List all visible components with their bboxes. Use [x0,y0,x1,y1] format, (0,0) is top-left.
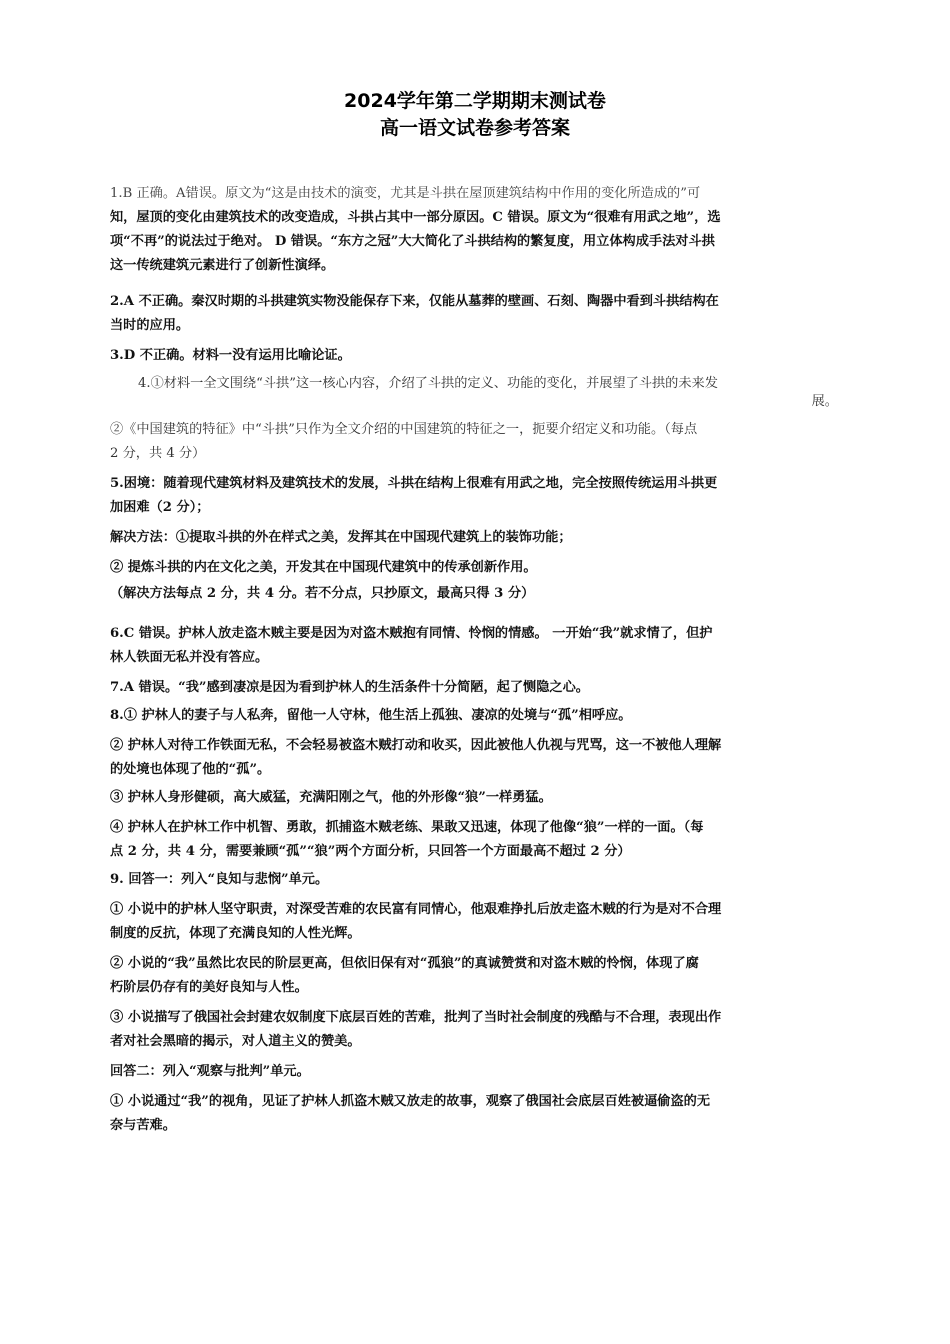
answer-6-line-2: 林人铁面无私并没有答应。 [110,650,269,665]
answer-1-line-3: 项“不再”的说法过于绝对。 D 错误。“东方之冠”大大简化了斗拱结构的繁复度，用立体构成手法对斗拱 [110,234,715,249]
answer-5 [110,472,840,520]
answer-9-line-2: ① 小说中的护林人坚守职责，对深受苦难的农民富有同情心，他艰难挣扎后放走盗木贼的行为是对不合理 [110,902,722,917]
answer-9-line-9: ① 小说通过“我”的视角，见证了护林人抓盗木贼又放走的故事，观察了俄国社会底层百姓被逼偷盗的无 [110,1094,711,1109]
answer-8-point-2 [110,734,840,782]
answer-5-method [110,526,840,550]
answer-4-line-4: 2 分，共 4 分） [110,446,206,461]
answer-6-line-1: 6.C 错误。护林人放走盗木贼主要是因为对盗木贼抱有同情、怜悯的情感。 一开始“我”就求情了，但护 [110,626,713,641]
answer-8-line-2: ② 护林人对待工作铁面无私，不会轻易被盗木贼打动和收买，因此被他人仇视与咒骂，这一不被他人理解 [110,738,722,753]
answer-2-line-1: 2.A 不正确。秦汉时期的斗拱建筑实物没能保存下来，仅能从墓葬的壁画、石刻、陶器中看到斗拱结构在 [110,294,719,309]
answer-8-line-3: 的处境也体现了他的“孤”。 [110,762,271,777]
answer-5-method-2 [110,556,840,606]
answer-4-line-3: ②《中国建筑的特征》中“斗拱”只作为全文介绍的中国建筑的特征之一，扼要介绍定义和功能。（每点 [110,422,698,437]
answer-3-line-1: 3.D 不正确。材料一没有运用比喻论证。 [110,348,351,363]
answer-1 [110,182,840,278]
answer-3 [110,344,840,368]
answer-5-line-2: 加困难（2 分）； [110,500,210,515]
answer-9-line-7: 者对社会黑暗的揭示，对人道主义的赞美。 [110,1034,361,1049]
document-title: 2024学年第二学期期末测试卷 [344,90,606,112]
answer-4-line-2: 展。 [811,394,838,409]
answer-2 [110,290,840,338]
answer-9-line-6: ③ 小说描写了俄国社会封建农奴制度下底层百姓的苦难，批判了当时社会制度的残酷与不合理，表现出作 [110,1010,722,1025]
answer-8-line-6: 点 2 分，共 4 分，需要兼顾“孤”“狼”两个方面分析，只回答一个方面最高不超过 2 分） [110,844,631,859]
answer-8-line-1: 8.① 护林人的妻子与人私奔，留他一人守林，他生活上孤独、凄凉的处境与“孤”相呼应。 [110,708,632,723]
answer-5-line-3: 解决方法：①提取斗拱的外在样式之美，发挥其在中国现代建筑上的装饰功能； [110,530,572,545]
answer-9-point-2 [110,952,840,1000]
answer-8-line-4: ③ 护林人身形健硕，高大威猛，充满阳刚之气，他的外形像“狼”一样勇猛。 [110,790,552,805]
answer-4-part-1 [138,372,850,414]
answer-9-line-3: 制度的反抗，体现了充满良知的人性光辉。 [110,926,361,941]
answer-9-option-2 [110,1060,840,1084]
answer-5-line-1: 5.困境：随着现代建筑材料及建筑技术的发展，斗拱在结构上很难有用武之地，完全按照传统运用斗拱更 [110,476,718,491]
answer-9-line-4: ② 小说的“我”虽然比农民的阶层更高，但依旧保有对“孤狼”的真诚赞赏和对盗木贼的怜悯，体现了腐 [110,956,699,971]
answer-9-line-5: 朽阶层仍存有的美好良知与人性。 [110,980,308,995]
answer-1-line-2: 知，屋顶的变化由建筑技术的改变造成，斗拱占其中一部分原因。C 错误。原文为“很难有用武之地”，选 [110,210,721,225]
answer-4-part-2 [110,418,840,466]
answer-9-option-2-point-1 [110,1090,840,1138]
answer-9 [110,868,840,892]
answer-8-point-4 [110,816,840,864]
answer-8-line-5: ④ 护林人在护林工作中机智、勇敢，抓捕盗木贼老练、果敢又迅速，体现了他像“狼”一样的一面。（每 [110,820,704,835]
answer-8 [110,704,840,728]
answer-9-line-8: 回答二：列入“观察与批判”单元。 [110,1064,310,1079]
document-subtitle: 高一语文试卷参考答案 [379,117,570,139]
answer-9-line-10: 奈与苦难。 [110,1118,176,1133]
answer-7-line-1: 7.A 错误。“我”感到凄凉是因为看到护林人的生活条件十分简陋，起了恻隐之心。 [110,680,589,695]
answer-6 [110,622,840,670]
answer-1-line-4: 这一传统建筑元素进行了创新性演绎。 [110,258,335,273]
answer-2-line-2: 当时的应用。 [110,318,190,333]
answer-9-point-1 [110,898,840,946]
answer-8-point-3 [110,786,840,810]
answer-5-line-5: （解决方法每点 2 分，共 4 分。若不分点，只抄原文，最高只得 3 分） [110,586,535,601]
answer-1-line-1: 1.B 正确。A错误。原文为“这是由技术的演变，尤其是斗拱在屋顶建筑结构中作用的变化所造成的”可 [110,186,701,201]
answer-9-point-3 [110,1006,840,1054]
answer-7 [110,676,840,700]
answer-4-line-1: 4.①材料一全文围绕“斗拱”这一核心内容，介绍了斗拱的定义、功能的变化，并展望了斗拱的未来发 [138,376,718,391]
answer-5-line-4: ② 提炼斗拱的内在文化之美，开发其在中国现代建筑中的传承创新作用。 [110,560,537,575]
answer-9-line-1: 9. 回答一：列入“良知与悲悯”单元。 [110,872,329,887]
